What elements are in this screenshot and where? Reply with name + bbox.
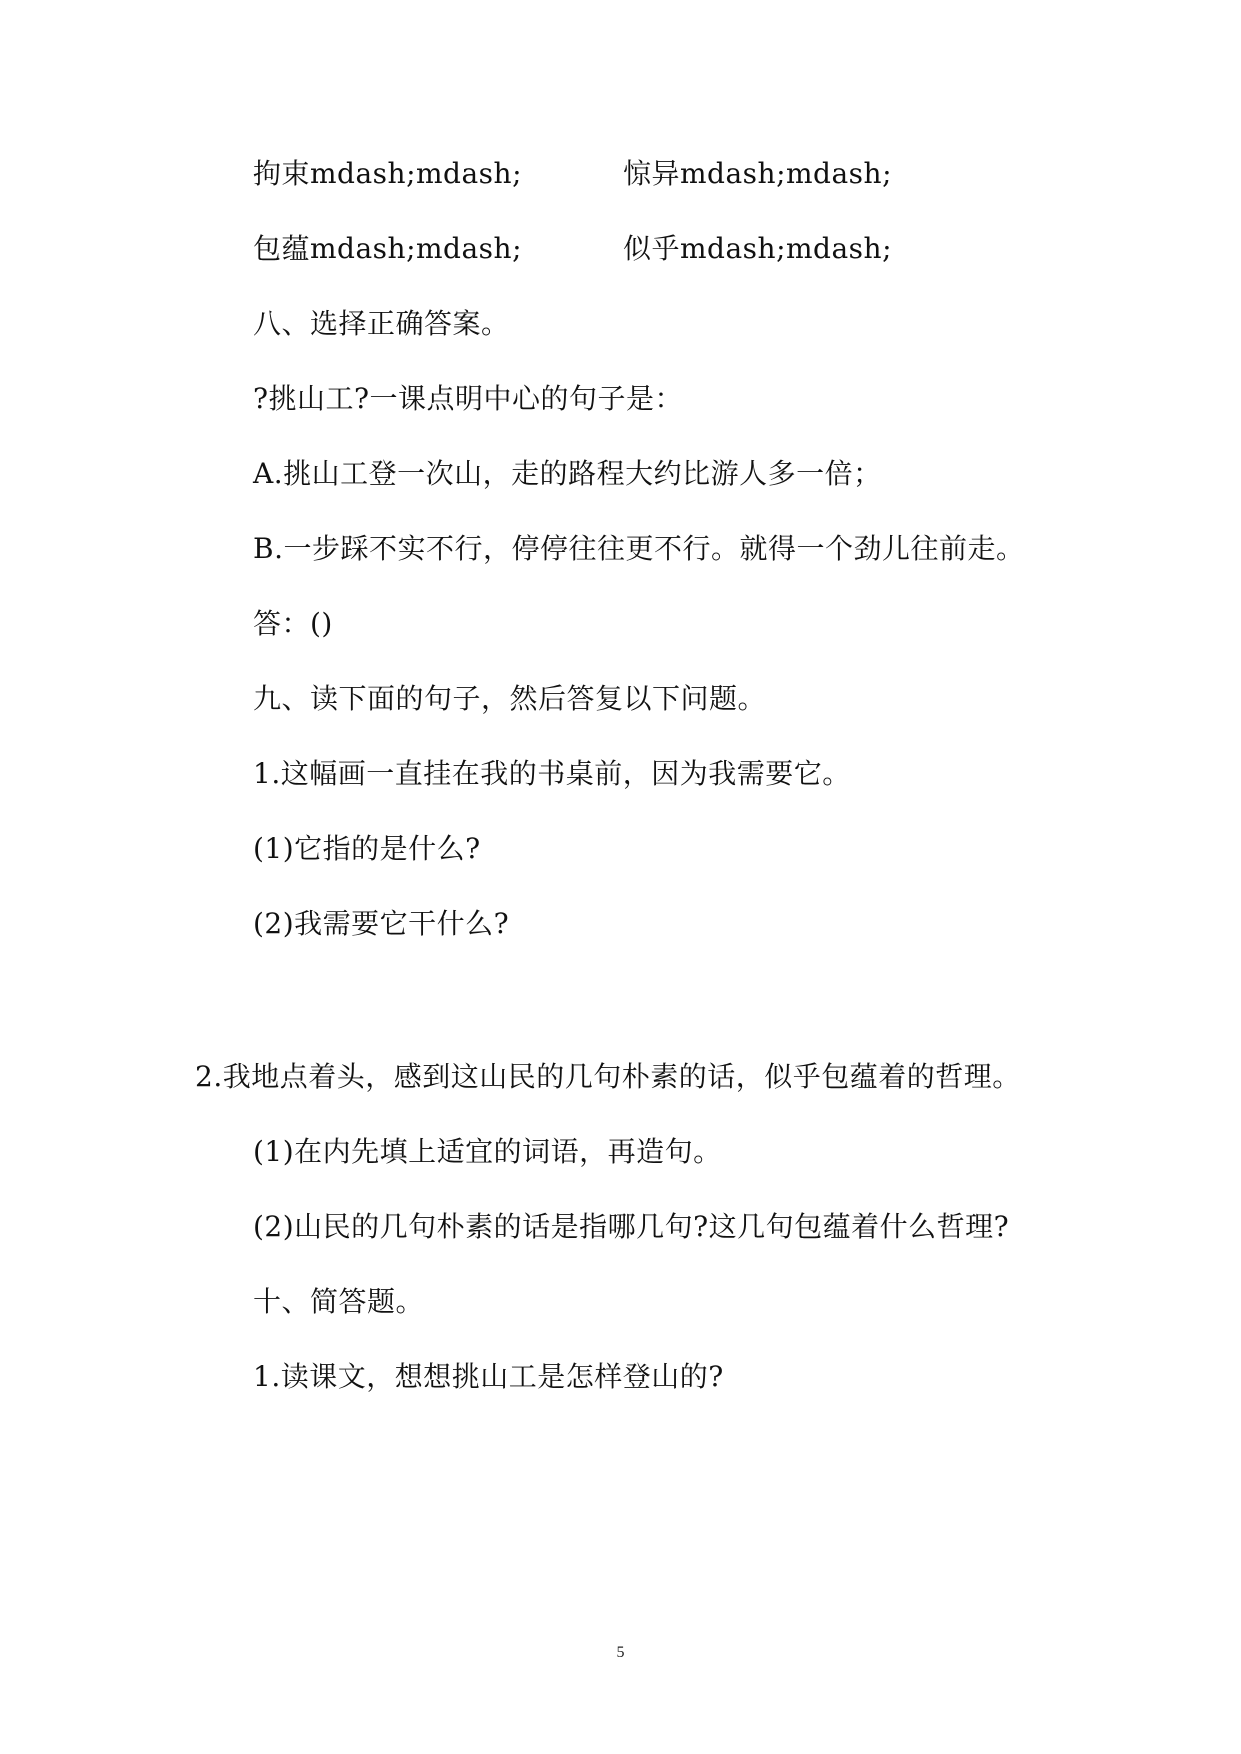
short-answer-question: 1.读课文，想想挑山工是怎样登山的? xyxy=(253,1360,724,1393)
answer-option-b: B.一步踩不实不行，停停往往更不行。就得一个劲儿往前走。 xyxy=(253,532,1025,565)
answer-option-a: A.挑山工登一次山，走的路程大约比游人多一倍； xyxy=(253,457,882,490)
section-heading: 八、选择正确答案。 xyxy=(253,307,510,340)
page-number: 5 xyxy=(616,1644,625,1661)
question-text: ?挑山工?一课点明中心的句子是： xyxy=(253,382,684,415)
sub-question: (2)山民的几句朴素的话是指哪几句?这几句包蕴着什么哲理? xyxy=(253,1210,1010,1243)
reading-sentence: 1.这幅画一直挂在我的书桌前，因为我需要它。 xyxy=(253,757,851,790)
sub-question: (1)在内先填上适宜的词语，再造句。 xyxy=(253,1135,722,1168)
section-heading: 九、读下面的句子，然后答复以下问题。 xyxy=(253,682,767,715)
section-heading: 十、简答题。 xyxy=(253,1285,425,1318)
vocab-word-left: 包蕴mdash;mdash; xyxy=(253,232,523,265)
vocab-word-right: 惊异mdash;mdash; xyxy=(623,157,893,190)
answer-blank: 答：() xyxy=(253,607,333,640)
vocab-word-right: 似乎mdash;mdash; xyxy=(623,232,893,265)
vocab-word-left: 拘束mdash;mdash; xyxy=(253,157,523,190)
sub-question: (2)我需要它干什么? xyxy=(253,907,510,940)
reading-sentence: 2.我地点着头，感到这山民的几句朴素的话，似乎包蕴着的哲理。 xyxy=(195,1060,1021,1093)
sub-question: (1)它指的是什么? xyxy=(253,832,481,865)
